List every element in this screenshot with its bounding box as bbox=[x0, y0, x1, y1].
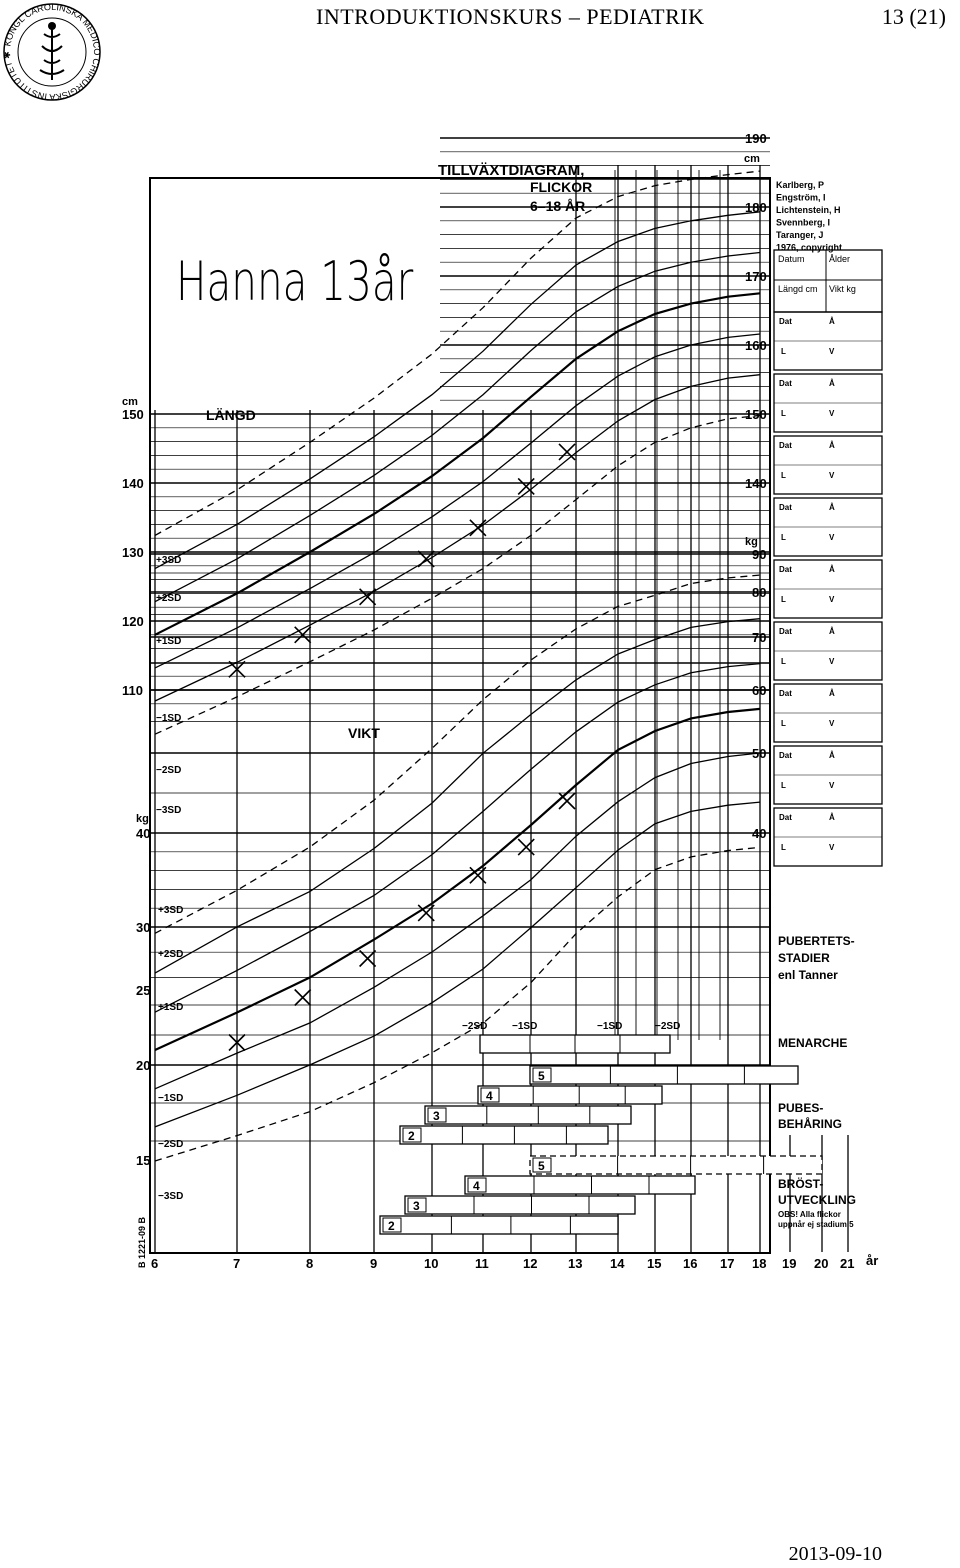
weight-sd-label: −1SD bbox=[158, 1093, 184, 1104]
height-centile-curve bbox=[155, 415, 760, 734]
pubes-label: BEHÅRING bbox=[778, 1117, 843, 1131]
author-line: Svennberg, I bbox=[776, 217, 831, 228]
menarche-sd-label: −1SD bbox=[512, 1021, 538, 1032]
weight-tick-right: 40 bbox=[752, 826, 767, 841]
form-label-dat: Dat bbox=[779, 689, 792, 698]
page-number: 13 (21) bbox=[881, 4, 946, 29]
height-measurement-mark bbox=[559, 444, 575, 460]
brost-stage-bar bbox=[465, 1176, 695, 1194]
weight-tick-right: 50 bbox=[752, 746, 767, 761]
form-label-a: Å bbox=[829, 441, 835, 450]
pubes-stage-number: 4 bbox=[486, 1089, 493, 1103]
age-tick-label: 14 bbox=[610, 1256, 625, 1271]
weight-sd-label: +1SD bbox=[158, 1002, 184, 1013]
form-label-dat: Dat bbox=[779, 503, 792, 512]
brost-stage-number: 3 bbox=[413, 1199, 420, 1213]
weight-measurement-mark bbox=[518, 839, 534, 855]
brost-label: UTVECKLING bbox=[778, 1193, 856, 1207]
pubes-stage-bar bbox=[530, 1066, 798, 1084]
form-label-l: L bbox=[781, 347, 786, 356]
age-tick-label: 11 bbox=[475, 1256, 489, 1271]
chart-title-line: TILLVÄXTDIAGRAM, bbox=[438, 162, 585, 179]
form-label-l: L bbox=[781, 409, 786, 418]
menarche-sd-label: −1SD bbox=[597, 1021, 623, 1032]
form-label-a: Å bbox=[829, 689, 835, 698]
age-tick-label: 8 bbox=[306, 1256, 314, 1271]
form-label-datum: Datum bbox=[778, 254, 805, 264]
weight-sd-label: +3SD bbox=[158, 905, 184, 916]
menarche-sd-label: −2SD bbox=[655, 1021, 681, 1032]
height-tick-left: 110 bbox=[122, 683, 143, 698]
height-tick-right: 150 bbox=[745, 407, 767, 422]
form-label-langd: Längd cm bbox=[778, 284, 818, 294]
form-label-v: V bbox=[829, 595, 835, 604]
weight-tick-right: 90 bbox=[752, 547, 767, 562]
height-tick-left: 150 bbox=[122, 407, 144, 422]
svg-text:KONGL CAROLINSKA MEDICO CHIRUR: KONGL CAROLINSKA MEDICO CHIRURGISKA INSTITUTET ✱ bbox=[1, 1, 103, 103]
form-label-l: L bbox=[781, 533, 786, 542]
form-label-dat: Dat bbox=[779, 751, 792, 760]
form-label-l: L bbox=[781, 471, 786, 480]
form-label-v: V bbox=[829, 347, 835, 356]
form-label-dat: Dat bbox=[779, 565, 792, 574]
weight-axis-label: VIKT bbox=[348, 725, 380, 741]
handwritten-name: Hanna 13år bbox=[176, 250, 414, 313]
height-centile-curve bbox=[155, 334, 760, 668]
weight-measurement-mark bbox=[559, 793, 575, 809]
height-sd-label: −3SD bbox=[156, 805, 182, 816]
height-tick-left: 130 bbox=[122, 545, 144, 560]
age-tick-label: 18 bbox=[752, 1256, 767, 1271]
form-label-dat: Dat bbox=[779, 317, 792, 326]
brost-note: OBS! Alla flickor bbox=[778, 1210, 841, 1219]
puberty-title: enl Tanner bbox=[778, 968, 838, 982]
weight-measurement-mark bbox=[360, 951, 376, 967]
form-label-a: Å bbox=[829, 565, 835, 574]
weight-sd-label: +2SD bbox=[158, 949, 184, 960]
weight-unit-left: kg bbox=[136, 813, 149, 825]
height-tick-right: 190 bbox=[745, 131, 767, 146]
form-label-a: Å bbox=[829, 317, 835, 326]
height-sd-label: +1SD bbox=[156, 636, 182, 647]
height-sd-label: −1SD bbox=[156, 713, 182, 724]
weight-sd-label: −3SD bbox=[158, 1191, 184, 1202]
author-line: Engström, I bbox=[776, 192, 826, 203]
form-label-dat: Dat bbox=[779, 627, 792, 636]
weight-tick-left: 15 bbox=[136, 1153, 151, 1168]
weight-tick-left: 40 bbox=[136, 826, 151, 841]
height-unit-left: cm bbox=[122, 396, 138, 408]
puberty-title: PUBERTETS- bbox=[778, 934, 855, 948]
form-label-v: V bbox=[829, 843, 835, 852]
brost-stage-bar bbox=[530, 1156, 822, 1174]
chart-title-line: FLICKOR bbox=[530, 179, 593, 195]
form-label-dat: Dat bbox=[779, 441, 792, 450]
age-tick-label: 9 bbox=[370, 1256, 378, 1271]
brost-stage-number: 5 bbox=[538, 1159, 545, 1173]
height-sd-label: +2SD bbox=[156, 593, 182, 604]
menarche-label: MENARCHE bbox=[778, 1036, 848, 1050]
brost-stage-number: 4 bbox=[473, 1179, 480, 1193]
brost-note: uppnår ej stadium 5 bbox=[778, 1220, 854, 1229]
weight-unit-right: kg bbox=[745, 536, 758, 548]
height-tick-right: 140 bbox=[745, 476, 767, 491]
form-label-l: L bbox=[781, 595, 786, 604]
pubes-stage-number: 5 bbox=[538, 1069, 545, 1083]
pubes-stage-number: 2 bbox=[408, 1129, 415, 1143]
chart-title-line: 6–18 ÅR bbox=[530, 198, 586, 214]
form-label-vikt: Vikt kg bbox=[829, 284, 856, 294]
weight-centile-curve bbox=[155, 664, 760, 1013]
form-label-l: L bbox=[781, 719, 786, 728]
form-label-l: L bbox=[781, 843, 786, 852]
brost-label: BRÖST- bbox=[778, 1177, 824, 1191]
age-tick-label: 10 bbox=[424, 1256, 439, 1271]
height-sd-label: −2SD bbox=[156, 765, 182, 776]
reference-curves bbox=[155, 171, 760, 1161]
form-label-v: V bbox=[829, 471, 835, 480]
form-label-v: V bbox=[829, 409, 835, 418]
weight-tick-right: 80 bbox=[752, 585, 767, 600]
puberty-title: STADIER bbox=[778, 951, 830, 965]
form-label-a: Å bbox=[829, 503, 835, 512]
form-label-v: V bbox=[829, 657, 835, 666]
pubes-stage-bar bbox=[478, 1086, 662, 1104]
age-tick-label: 19 bbox=[782, 1256, 797, 1271]
pubes-stage-number: 3 bbox=[433, 1109, 440, 1123]
height-centile-curve bbox=[155, 375, 760, 701]
age-unit: år bbox=[866, 1253, 879, 1268]
footer-date: 2013-09-10 bbox=[788, 1543, 882, 1565]
brost-stage-number: 2 bbox=[388, 1219, 395, 1233]
weight-tick-left: 25 bbox=[136, 983, 151, 998]
brost-stage-bar bbox=[380, 1216, 618, 1234]
form-label-a: Å bbox=[829, 751, 835, 760]
weight-centile-curve bbox=[155, 709, 760, 1050]
pubes-label: PUBES- bbox=[778, 1101, 824, 1115]
weight-tick-left: 30 bbox=[136, 920, 151, 935]
pubes-stage-bar bbox=[425, 1106, 631, 1124]
form-label-alder: Ålder bbox=[829, 254, 851, 264]
author-line: Taranger, J bbox=[776, 230, 824, 240]
age-tick-label: 16 bbox=[683, 1256, 698, 1271]
form-label-l: L bbox=[781, 657, 786, 666]
weight-tick-right: 70 bbox=[752, 630, 767, 645]
form-label-l: L bbox=[781, 781, 786, 790]
form-label-v: V bbox=[829, 533, 835, 542]
brost-stage-bar bbox=[405, 1196, 635, 1214]
form-label-a: Å bbox=[829, 627, 835, 636]
age-tick-label: 6 bbox=[151, 1256, 159, 1271]
author-line: Karlberg, P bbox=[776, 180, 825, 190]
height-unit-right: cm bbox=[744, 153, 760, 165]
height-tick-right: 180 bbox=[745, 200, 767, 215]
age-tick-label: 12 bbox=[523, 1256, 538, 1271]
form-label-v: V bbox=[829, 781, 835, 790]
form-label-dat: Dat bbox=[779, 379, 792, 388]
height-sd-label: +3SD bbox=[156, 555, 182, 566]
form-label-a: Å bbox=[829, 813, 835, 822]
age-tick-label: 7 bbox=[233, 1256, 241, 1271]
weight-tick-left: 20 bbox=[136, 1058, 151, 1073]
chart-frame bbox=[150, 178, 770, 1253]
author-line: Lichtenstein, H bbox=[776, 205, 841, 215]
author-line: 1976, copyright bbox=[776, 242, 843, 253]
length-axis-label: LÄNGD bbox=[206, 407, 256, 423]
weight-sd-label: −2SD bbox=[158, 1139, 184, 1150]
height-tick-right: 160 bbox=[745, 338, 767, 353]
form-code: B 1221-09 B bbox=[137, 1216, 147, 1268]
weight-centile-curve bbox=[155, 575, 760, 933]
menarche-sd-label: −2SD bbox=[462, 1021, 488, 1032]
form-label-a: Å bbox=[829, 379, 835, 388]
form-label-v: V bbox=[829, 719, 835, 728]
age-tick-label: 21 bbox=[840, 1256, 855, 1271]
height-measurement-mark bbox=[360, 589, 376, 605]
weight-tick-right: 60 bbox=[752, 683, 767, 698]
age-tick-label: 20 bbox=[814, 1256, 829, 1271]
age-tick-label: 13 bbox=[568, 1256, 583, 1271]
weight-centile-curve bbox=[155, 619, 760, 973]
height-tick-right: 170 bbox=[745, 269, 767, 284]
weight-measurement-mark bbox=[295, 990, 311, 1006]
pubes-stage-bar bbox=[400, 1126, 608, 1144]
document-title: INTRODUKTIONSKURS – PEDIATRIK bbox=[316, 4, 705, 29]
height-tick-left: 120 bbox=[122, 614, 144, 629]
age-tick-label: 17 bbox=[720, 1256, 735, 1271]
form-label-dat: Dat bbox=[779, 813, 792, 822]
height-tick-left: 140 bbox=[122, 476, 144, 491]
age-tick-label: 15 bbox=[647, 1256, 662, 1271]
